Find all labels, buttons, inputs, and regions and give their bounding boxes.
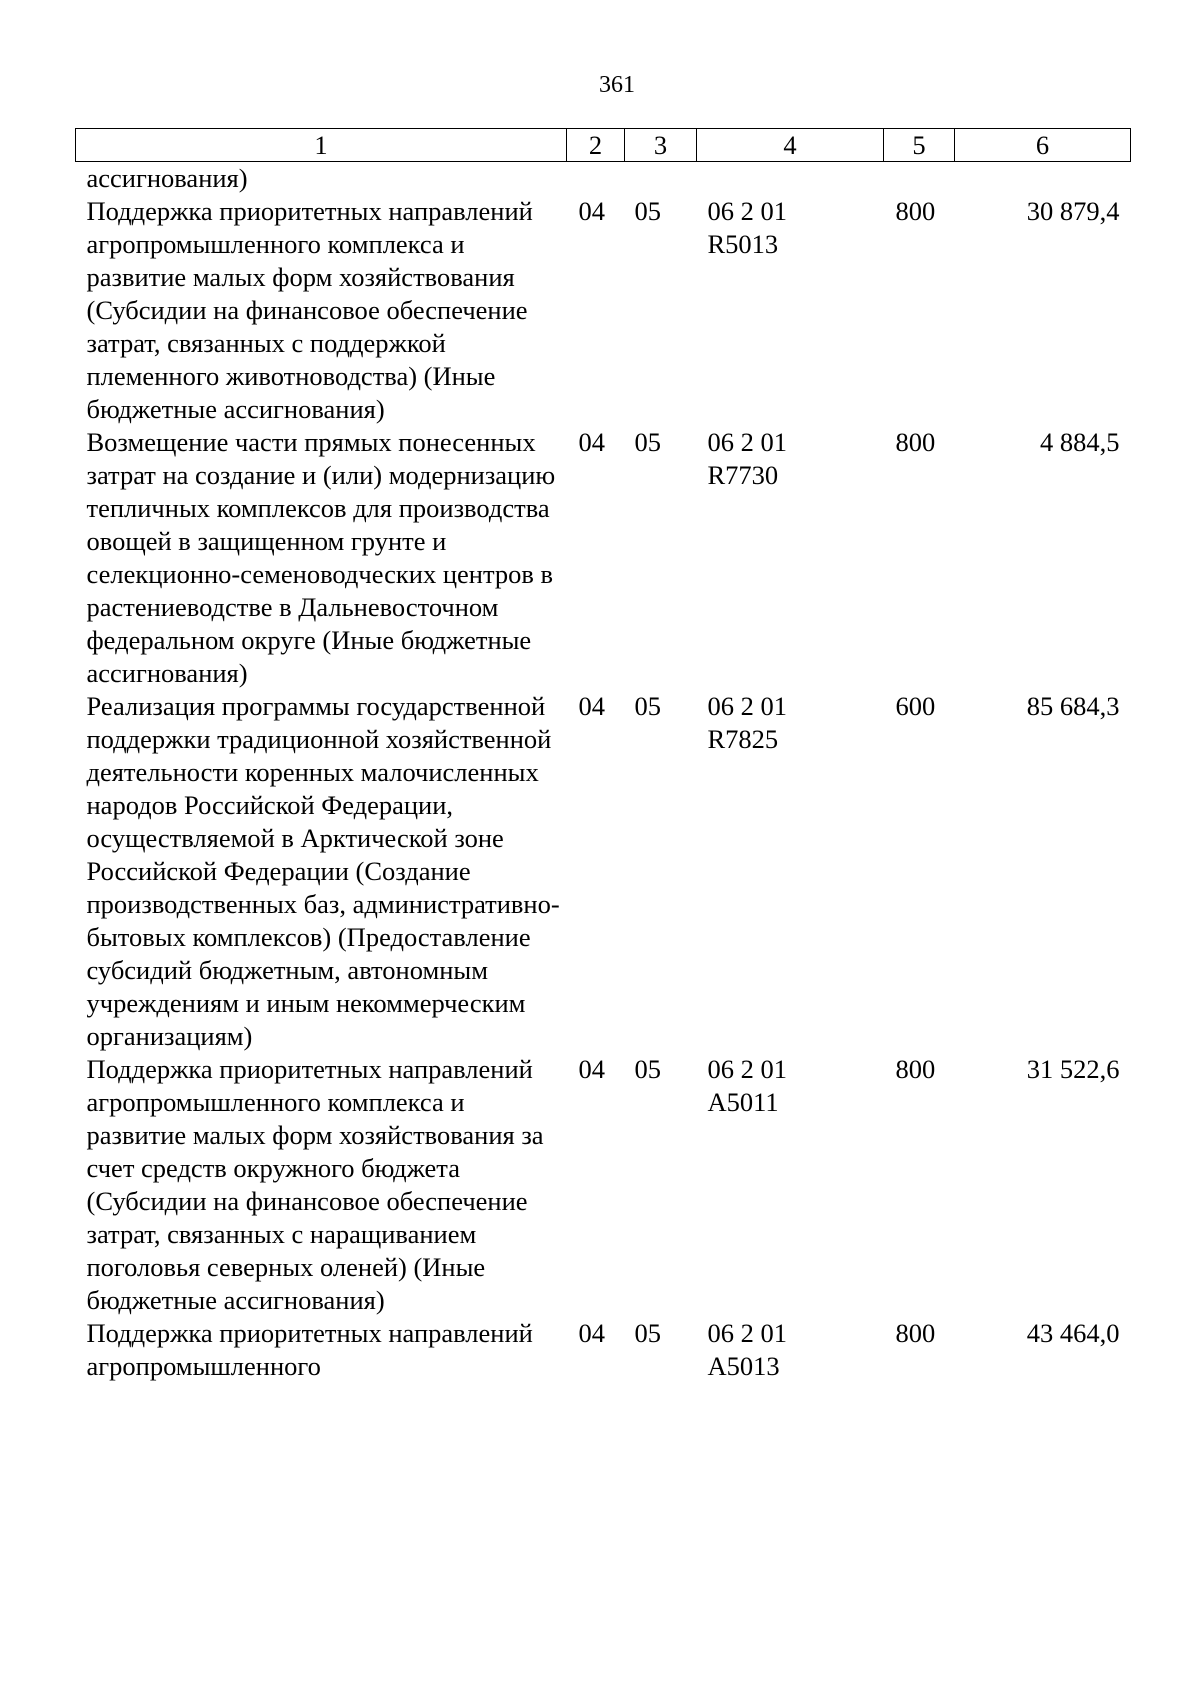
header-col-6: 6 bbox=[955, 129, 1131, 162]
row-article-suffix: R5013 bbox=[707, 229, 779, 259]
table-row bbox=[76, 1053, 1131, 1317]
row-article-code: 06 2 01 bbox=[707, 1318, 787, 1348]
page-number: 361 bbox=[599, 72, 635, 98]
row-section: 04 bbox=[578, 1054, 605, 1084]
table-row bbox=[76, 1317, 1131, 1383]
row-name: Поддержка приоритетных направлений агропромышленного комплекса и развитие малых форм хозяйствования (Субсидии на финансовое обеспечение затрат, связанных с поддержкой племенного животноводства) (Иные бюджетные ассигнования) bbox=[86, 196, 533, 424]
row-subsection: 05 bbox=[634, 427, 661, 457]
row-name: Реализация программы государственной поддержки традиционной хозяйственной деятельности коренных малочисленных народов Российской Федерации, осуществляемой в Арктической зоне Российской Федерации (Создание производственных баз, административно-бытовых комплексов) (Предоставление субсидий бюджетным, автономным учреждениям и иным некоммерческим организациям) bbox=[86, 691, 560, 1051]
row-article-suffix: А5011 bbox=[707, 1087, 779, 1117]
continuation-text: ассигнования) bbox=[86, 163, 248, 193]
row-name: Поддержка приоритетных направлений агропромышленного bbox=[86, 1318, 533, 1381]
row-subsection: 05 bbox=[634, 1054, 661, 1084]
table-row bbox=[76, 195, 1131, 426]
header-col-2: 2 bbox=[567, 129, 625, 162]
row-article bbox=[697, 1317, 884, 1383]
row-article-suffix: А5013 bbox=[707, 1351, 780, 1381]
row-article bbox=[697, 690, 884, 1053]
row-amount: 31 522,6 bbox=[1026, 1054, 1120, 1084]
row-name: Возмещение части прямых понесенных затрат на создание и (или) модернизацию тепличных комплексов для производства овощей в защищенном грунте и селекционно-семеноводческих центров в растениеводстве в Дальневосточном федеральном округе (Иные бюджетные ассигнования) bbox=[86, 427, 556, 688]
row-section: 04 bbox=[578, 196, 605, 226]
row-article-code: 06 2 01 bbox=[707, 196, 787, 226]
table-row bbox=[76, 426, 1131, 690]
row-section: 04 bbox=[578, 427, 605, 457]
row-article-code: 06 2 01 bbox=[707, 427, 787, 457]
row-kind: 600 bbox=[895, 691, 936, 721]
row-section: 04 bbox=[578, 1318, 605, 1348]
row-amount: 4 884,5 bbox=[1040, 427, 1120, 457]
row-kind: 800 bbox=[895, 427, 936, 457]
header-col-1: 1 bbox=[76, 129, 567, 162]
table-header bbox=[76, 129, 1131, 162]
table-body bbox=[76, 162, 1131, 1384]
row-amount: 43 464,0 bbox=[1026, 1318, 1120, 1348]
row-article-suffix: R7825 bbox=[707, 724, 779, 754]
row-article bbox=[697, 1053, 884, 1317]
row-article-suffix: R7730 bbox=[707, 460, 779, 490]
header-col-5: 5 bbox=[884, 129, 955, 162]
row-amount: 85 684,3 bbox=[1026, 691, 1120, 721]
row-article-code: 06 2 01 bbox=[707, 1054, 787, 1084]
table-row bbox=[76, 690, 1131, 1053]
row-subsection: 05 bbox=[634, 1318, 661, 1348]
row-subsection: 05 bbox=[634, 691, 661, 721]
row-kind: 800 bbox=[895, 1054, 936, 1084]
continuation-row bbox=[76, 162, 1131, 196]
row-article bbox=[697, 195, 884, 426]
budget-table bbox=[75, 128, 1131, 1383]
header-col-3: 3 bbox=[625, 129, 697, 162]
row-amount: 30 879,4 bbox=[1026, 196, 1120, 226]
row-kind: 800 bbox=[895, 196, 936, 226]
row-kind: 800 bbox=[895, 1318, 936, 1348]
row-section: 04 bbox=[578, 691, 605, 721]
row-subsection: 05 bbox=[634, 196, 661, 226]
row-article-code: 06 2 01 bbox=[707, 691, 787, 721]
header-row bbox=[76, 129, 1131, 162]
header-col-4: 4 bbox=[697, 129, 884, 162]
row-name: Поддержка приоритетных направлений агропромышленного комплекса и развитие малых форм хозяйствования за счет средств окружного бюджета (Субсидии на финансовое обеспечение затрат, связанных с наращиванием поголовья северных оленей) (Иные бюджетные ассигнования) bbox=[86, 1054, 544, 1315]
row-article bbox=[697, 426, 884, 690]
